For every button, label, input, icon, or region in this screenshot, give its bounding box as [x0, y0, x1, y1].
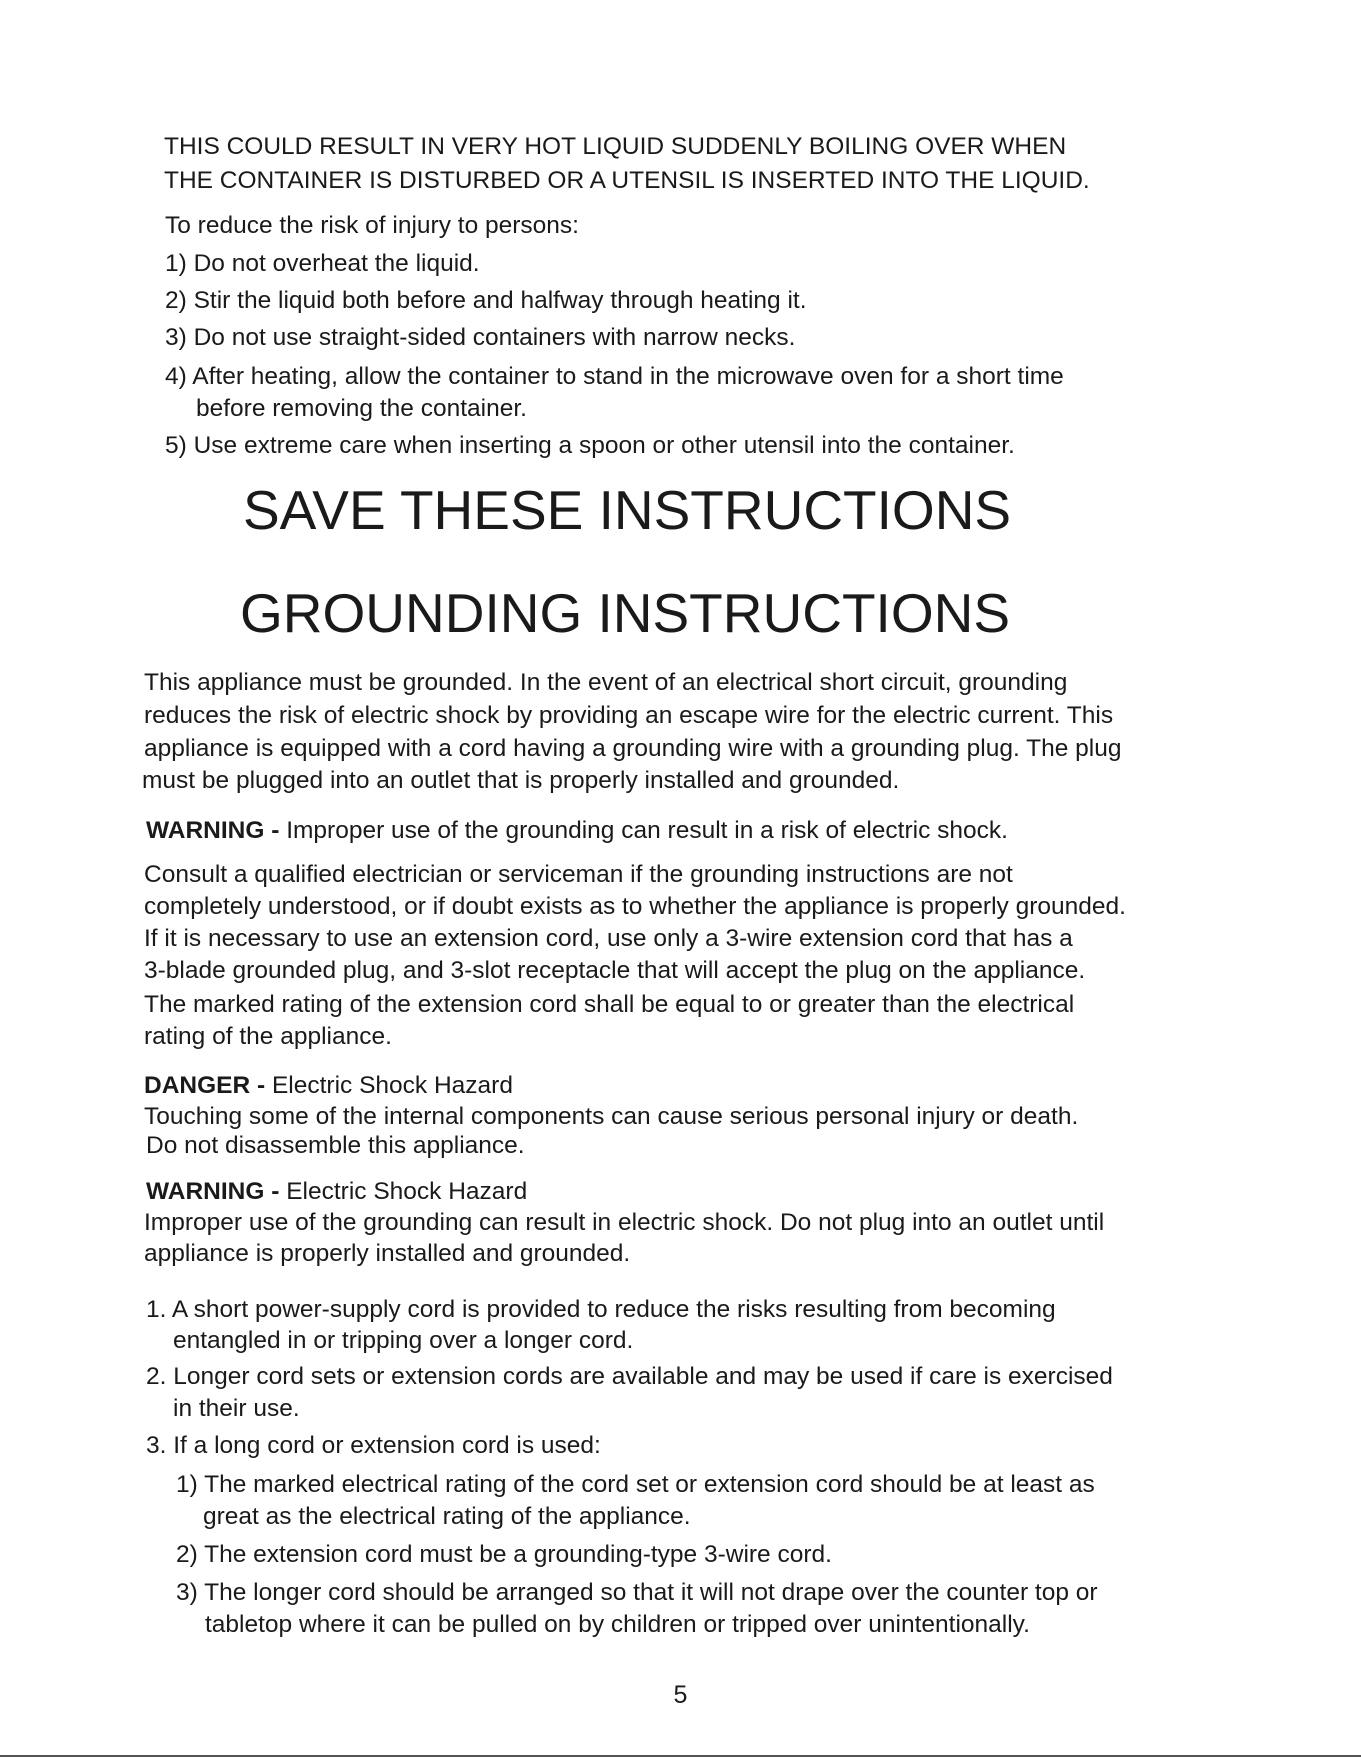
risk-item-2: 2) Stir the liquid both before and halfway through heating it.	[165, 287, 807, 314]
warning-1-text: Improper use of the grounding can result in a risk of electric shock.	[286, 817, 1008, 844]
risk-item-4: 4) After heating, allow the container to stand in the microwave oven for a short time	[165, 363, 1064, 390]
grounding-para-line-2: reduces the risk of electric shock by providing an escape wire for the electric current. This	[144, 702, 1114, 729]
page-number: 5	[673, 1681, 688, 1709]
grounding-para-line-1: This appliance must be grounded. In the event of an electrical short circuit, grounding	[144, 669, 1068, 696]
grounding-para-line-3: appliance is equipped with a cord having a grounding wire with a grounding plug. The plug	[144, 735, 1122, 762]
warning-2-title: Electric Shock Hazard	[286, 1178, 528, 1205]
risk-item-3: 3) Do not use straight-sided containers with narrow necks.	[165, 324, 796, 351]
danger-heading	[144, 1071, 513, 1101]
consult-para-line-4: 3-blade grounded plug, and 3-slot receptacle that will accept the plug on the appliance.	[144, 957, 1086, 984]
warning-2-label: WARNING -	[146, 1178, 287, 1205]
warning-2-line-2: appliance is properly installed and grounded.	[144, 1240, 631, 1267]
consult-para-line-6: rating of the appliance.	[144, 1023, 392, 1050]
caps-warning-line-2: THE CONTAINER IS DISTURBED OR A UTENSIL IS INSERTED INTO THE LIQUID.	[164, 167, 1090, 194]
risk-item-1: 1) Do not overheat the liquid.	[165, 250, 480, 277]
sub-item-1: 1) The marked electrical rating of the cord set or extension cord should be at least as	[176, 1471, 1095, 1498]
warning-2-line-1: Improper use of the grounding can result in electric shock. Do not plug into an outlet until	[144, 1209, 1105, 1236]
cord-item-2: 2. Longer cord sets or extension cords are available and may be used if care is exercised	[146, 1363, 1113, 1390]
consult-para-line-3: If it is necessary to use an extension cord, use only a 3-wire extension cord that has a	[144, 925, 1073, 952]
consult-para-line-1: Consult a qualified electrician or serviceman if the grounding instructions are not	[144, 861, 1013, 888]
danger-title: Electric Shock Hazard	[271, 1072, 513, 1099]
grounding-instructions-heading: GROUNDING INSTRUCTIONS	[240, 582, 1010, 644]
danger-line-1: Touching some of the internal components can cause serious personal injury or death.	[144, 1103, 1079, 1130]
sub-item-3-cont: tabletop where it can be pulled on by children or tripped over unintentionally.	[205, 1611, 1030, 1638]
consult-para-line-2: completely understood, or if doubt exists as to whether the appliance is properly grounded.	[144, 893, 1126, 920]
risk-item-4-cont: before removing the container.	[196, 395, 527, 422]
cord-item-1: 1. A short power-supply cord is provided to reduce the risks resulting from becoming	[146, 1296, 1056, 1323]
bottom-rule	[0, 1755, 1361, 1757]
consult-para-line-5: The marked rating of the extension cord shall be equal to or greater than the electrical	[144, 991, 1075, 1018]
warning-1-label: WARNING -	[146, 817, 287, 844]
sub-item-3: 3) The longer cord should be arranged so that it will not drape over the counter top or	[176, 1579, 1098, 1606]
risk-item-5: 5) Use extreme care when inserting a spoon or other utensil into the container.	[165, 432, 1015, 459]
sub-item-1-cont: great as the electrical rating of the appliance.	[203, 1503, 691, 1530]
warning-2-heading	[146, 1177, 527, 1207]
cord-item-1-cont: entangled in or tripping over a longer cord.	[173, 1327, 634, 1354]
sub-item-2: 2) The extension cord must be a grounding-type 3-wire cord.	[176, 1541, 832, 1568]
danger-line-2: Do not disassemble this appliance.	[146, 1132, 525, 1159]
cord-item-3: 3. If a long cord or extension cord is used:	[146, 1432, 601, 1459]
cord-item-2-cont: in their use.	[173, 1395, 300, 1422]
grounding-para-line-4: must be plugged into an outlet that is properly installed and grounded.	[142, 767, 900, 794]
warning-1	[146, 816, 1008, 846]
risk-intro: To reduce the risk of injury to persons:	[165, 212, 579, 239]
danger-label: DANGER -	[144, 1072, 272, 1099]
save-instructions-heading: SAVE THESE INSTRUCTIONS	[243, 479, 1012, 541]
caps-warning-line-1: THIS COULD RESULT IN VERY HOT LIQUID SUDDENLY BOILING OVER WHEN	[164, 133, 1067, 160]
